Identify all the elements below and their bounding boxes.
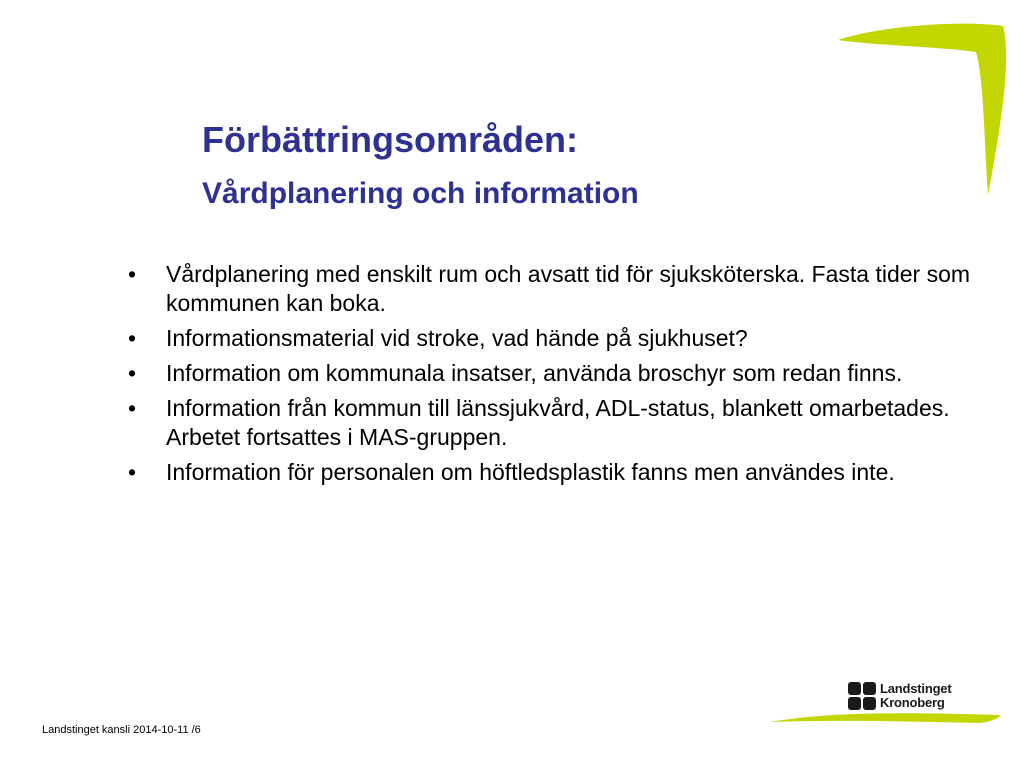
bullet-dot: • (128, 261, 137, 287)
bullet-dot: • (128, 395, 137, 421)
bullet-dot: • (128, 459, 137, 485)
logo-text (880, 682, 951, 710)
bullet-text: Information från kommun till länssjukvård, ADL-status, blankett omarbetades. Arbetet fortsattes i MAS-gruppen. (166, 395, 950, 450)
bullet-item (126, 260, 976, 318)
logo-mark-icon (848, 682, 876, 710)
bullet-dot: • (128, 325, 137, 351)
slide-footer: Landstinget kansli 2014-10-11 /6 (42, 724, 201, 736)
landstinget-logo (848, 682, 951, 710)
bullet-item (126, 458, 976, 487)
swoosh-top-right (838, 24, 1006, 195)
bullet-item (126, 359, 976, 388)
logo-line-1: Landstinget (880, 681, 952, 696)
bullet-item (126, 324, 976, 353)
bullet-text: Information om kommunala insatser, använda broschyr som redan finns. (166, 360, 903, 386)
slide-subtitle: Vårdplanering och information (202, 177, 639, 210)
bullet-list (126, 260, 976, 493)
swoosh-bottom-right (770, 713, 1000, 723)
slide-title: Förbättringsområden: (202, 119, 579, 160)
bullet-dot: • (128, 360, 137, 386)
bullet-text: Informationsmaterial vid stroke, vad hände på sjukhuset? (166, 325, 748, 351)
logo-line-2: Kronoberg (880, 695, 945, 710)
bullet-text: Vårdplanering med enskilt rum och avsatt tid för sjuksköterska. Fasta tider som kommunen kan boka. (166, 261, 971, 316)
bullet-item (126, 394, 976, 452)
bullet-text: Information för personalen om höftledsplastik fanns men användes inte. (166, 459, 895, 485)
